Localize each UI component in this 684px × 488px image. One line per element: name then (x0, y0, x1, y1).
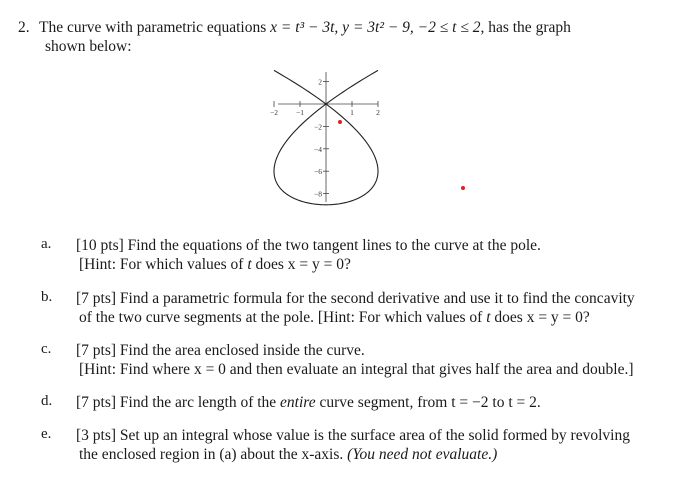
intro-text: The curve with parametric equations (39, 19, 271, 36)
part-b-var: t (486, 309, 491, 326)
part-a-line2 (79, 255, 351, 274)
part-c-label: c. (41, 341, 52, 357)
intro-text-end: , has the graph (480, 19, 571, 36)
y-tick-label: 2 (318, 77, 322, 87)
intro-line2: shown below: (45, 38, 132, 55)
intro-equation: x = t³ − 3t, y = 3t² − 9, −2 ≤ t ≤ 2 (270, 19, 481, 36)
part-e-text: the enclosed region in (a) about the x-axis. (79, 446, 348, 463)
part-a-label: a. (41, 236, 52, 252)
part-a-hint-end: does x = y = 0? (251, 256, 351, 273)
part-d-text: [7 pts] Find the arc length of the (76, 394, 281, 411)
parametric-graph (0, 0, 684, 220)
part-b-hint: of the two curve segments at the pole. [Hint: For which values of (79, 309, 487, 326)
red-dot-marker (461, 186, 465, 190)
y-tick-label: −2 (314, 122, 322, 132)
x-tick-label: 2 (376, 108, 380, 117)
part-b-line1: [7 pts] Find a parametric formula for the second derivative and use it to find the concavity (76, 290, 635, 307)
part-d-text-end: curve segment, from t = −2 to t = 2. (315, 394, 541, 411)
part-a-hint: [Hint: For which values of (79, 256, 248, 273)
part-e-label: e. (41, 426, 52, 442)
part-d-emphasis: entire (280, 394, 316, 411)
red-dot-marker (338, 120, 342, 124)
part-d-line1 (76, 393, 541, 412)
part-b-line2 (79, 308, 590, 327)
part-a-var: t (247, 256, 252, 273)
x-tick-label: 1 (350, 108, 354, 117)
part-e-line2 (79, 445, 497, 464)
part-b-hint-end: does x = y = 0? (490, 309, 590, 326)
y-tick-label: −8 (314, 189, 322, 199)
part-b-label: b. (41, 289, 53, 305)
problem-number: 2. (18, 19, 30, 36)
part-a-line1: [10 pts] Find the equations of the two tangent lines to the curve at the pole. (76, 237, 541, 254)
y-tick-label: −6 (314, 167, 322, 177)
x-tick-label: −1 (296, 108, 304, 117)
part-c-line2: [Hint: Find where x = 0 and then evaluate an integral that gives half the area and double.] (79, 361, 634, 378)
y-ticks (314, 78, 329, 199)
part-c-line1: [7 pts] Find the area enclosed inside the curve. (76, 342, 365, 359)
part-d-label: d. (41, 393, 53, 409)
part-e-note: (You need not evaluate.) (347, 446, 498, 463)
y-tick-label: −4 (314, 144, 322, 154)
graph-axes (278, 72, 378, 202)
x-tick-label: −2 (270, 108, 278, 117)
part-e-line1: [3 pts] Set up an integral whose value is the surface area of the solid formed by revolving (76, 427, 630, 444)
